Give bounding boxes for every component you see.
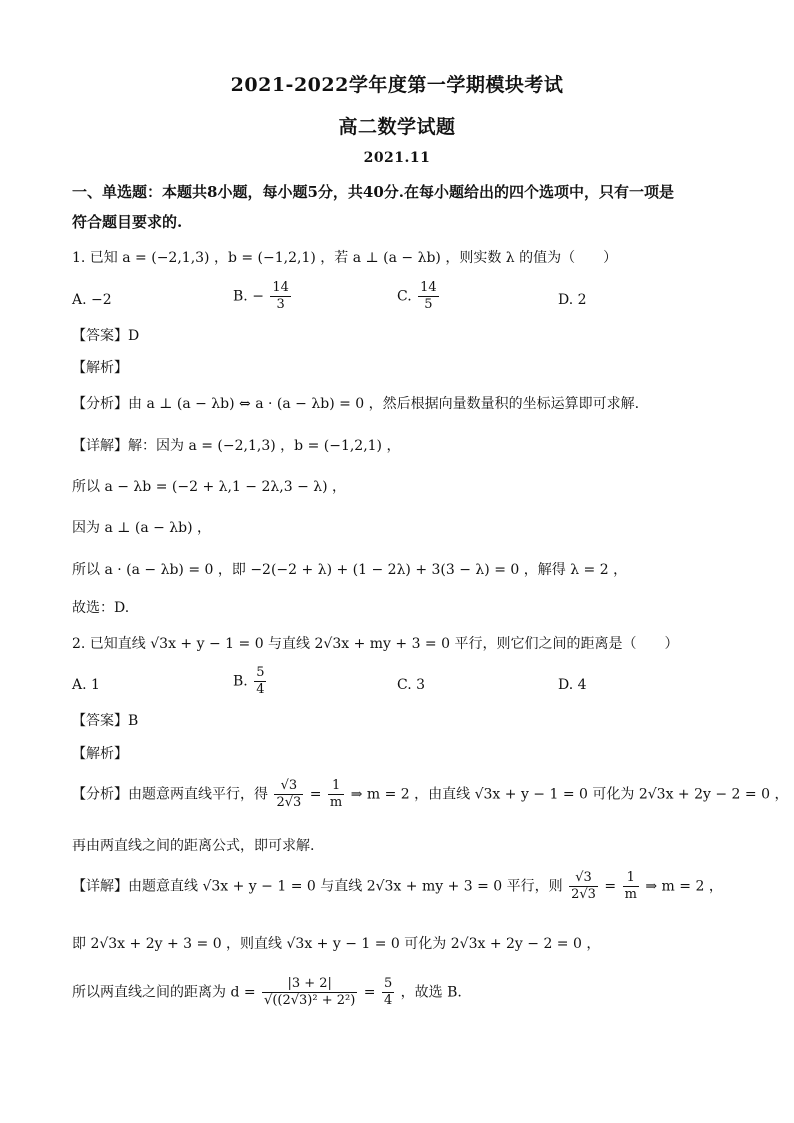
q1-analysis-label: 【解析】 bbox=[72, 360, 128, 376]
q2-detail-line3 bbox=[72, 976, 462, 1009]
q1-detail-line2: 所以 a − λb = (−2 + λ,1 − 2λ,3 − λ) ， bbox=[72, 479, 347, 495]
section-heading-line1: 一、单选题：本题共8小题，每小题5分，共40分.在每小题给出的四个选项中，只有一项是 bbox=[72, 183, 674, 201]
q2-detail1-eq: = bbox=[604, 878, 617, 895]
q1-detail-line5: 故选：D. bbox=[72, 600, 130, 616]
q2-detail1-fraction2 bbox=[623, 870, 639, 903]
q1-option-d: D. 2 bbox=[558, 292, 587, 308]
q2-detail3-pre: 所以两直线之间的距离为 d = bbox=[72, 984, 256, 1001]
q1-option-c-denominator: 5 bbox=[424, 297, 433, 312]
q1-answer: 【答案】D bbox=[72, 328, 140, 344]
q2-detail3-fraction2-num: 5 bbox=[383, 976, 393, 991]
q2-detail3-fraction1-den: √((2√3)² + 2²) bbox=[264, 993, 356, 1008]
q2-option-a: A. 1 bbox=[72, 677, 100, 693]
q1-detail-line3: 因为 a ⊥ (a − λb) ， bbox=[72, 520, 212, 536]
q1-option-c-prefix: C. bbox=[397, 288, 412, 305]
q2-detail-line2: 即 2√3x + 2y + 3 = 0 ，则直线 √3x + y − 1 = 0 可化为 2√3x + 2y − 2 = 0 ， bbox=[72, 936, 601, 952]
q1-option-a: A. −2 bbox=[72, 292, 112, 308]
q1-option-b-numerator: 14 bbox=[272, 280, 289, 295]
q1-option-b-fraction bbox=[270, 280, 291, 313]
document-title: 2021-2022学年度第一学期模块考试 bbox=[230, 74, 564, 96]
q2-detail1-fraction1-den: 2√3 bbox=[571, 887, 596, 902]
q2-detail3-eq: = bbox=[363, 984, 376, 1001]
q2-detail3-fraction2-den: 4 bbox=[383, 993, 393, 1008]
q1-stem: 1. 已知 a = (−2,1,3) ，b = (−1,2,1) ，若 a ⊥ (a − λb) ，则实数 λ 的值为（ ） bbox=[72, 250, 618, 266]
q2-fenxi-pre: 【分析】由题意两直线平行，得 bbox=[72, 786, 268, 803]
q2-fenxi-eq: = bbox=[309, 786, 322, 803]
q2-detail3-post: ，故选 B. bbox=[400, 984, 462, 1001]
q2-detail3-fraction1 bbox=[262, 976, 357, 1009]
q2-option-b-denominator: 4 bbox=[256, 682, 265, 697]
q2-option-b-fraction bbox=[254, 665, 266, 698]
q2-fenxi-fraction1-den: 2√3 bbox=[276, 795, 302, 810]
q2-option-b-prefix: B. bbox=[233, 673, 248, 690]
q2-answer: 【答案】B bbox=[72, 713, 139, 729]
q2-option-d: D. 4 bbox=[558, 677, 587, 693]
q2-detail1-fraction1 bbox=[569, 870, 598, 903]
q2-detail-line1 bbox=[72, 870, 723, 903]
q2-detail1-post: ⇒ m = 2 ， bbox=[645, 878, 723, 895]
q2-fenxi-fraction2 bbox=[328, 778, 344, 811]
q2-fenxi bbox=[72, 778, 788, 811]
q2-fenxi-fraction1 bbox=[274, 778, 303, 811]
q2-fenxi-line2: 再由两直线之间的距离公式，即可求解. bbox=[72, 838, 315, 854]
q2-detail3-fraction1-num: |3 + 2| bbox=[262, 976, 357, 993]
q1-option-b-denominator: 3 bbox=[276, 297, 285, 312]
q2-detail1-fraction2-den: m bbox=[624, 887, 637, 902]
q1-option-c-numerator: 14 bbox=[420, 280, 437, 295]
q1-option-b-prefix: B. − bbox=[233, 288, 264, 305]
q1-option-c bbox=[397, 280, 441, 313]
q2-fenxi-fraction2-num: 1 bbox=[328, 778, 344, 795]
q2-detail1-pre: 【详解】由题意直线 √3x + y − 1 = 0 与直线 2√3x + my + 3 = 0 平行，则 bbox=[72, 878, 563, 895]
q1-detail-line1: 【详解】解：因为 a = (−2,1,3) ，b = (−1,2,1) ， bbox=[72, 438, 401, 454]
q1-detail-line4: 所以 a · (a − λb) = 0 ，即 −2(−2 + λ) + (1 − 2λ) + 3(3 − λ) = 0 ，解得 λ = 2 ， bbox=[72, 562, 628, 578]
q2-fenxi-fraction1-num: √3 bbox=[274, 778, 303, 795]
q1-fenxi: 【分析】由 a ⊥ (a − λb) ⇔ a · (a − λb) = 0 ，然后根据向量数量积的坐标运算即可求解. bbox=[72, 396, 640, 412]
q2-option-b bbox=[233, 665, 268, 698]
q2-detail3-fraction2 bbox=[382, 976, 394, 1009]
q2-fenxi-fraction2-den: m bbox=[329, 795, 343, 810]
q1-option-b bbox=[233, 280, 293, 313]
q2-detail1-fraction1-num: √3 bbox=[569, 870, 598, 887]
document-date: 2021.11 bbox=[363, 150, 431, 166]
q2-option-b-numerator: 5 bbox=[256, 665, 265, 680]
q2-detail1-fraction2-num: 1 bbox=[623, 870, 639, 887]
q1-option-c-fraction bbox=[418, 280, 439, 313]
section-heading-line2: 符合题目要求的. bbox=[72, 213, 183, 231]
q2-analysis-label: 【解析】 bbox=[72, 746, 128, 762]
q2-stem: 2. 已知直线 √3x + y − 1 = 0 与直线 2√3x + my + 3 = 0 平行，则它们之间的距离是（ ） bbox=[72, 636, 679, 652]
document-subtitle: 高二数学试题 bbox=[338, 116, 456, 138]
q2-option-c: C. 3 bbox=[397, 677, 426, 693]
q2-fenxi-post: ⇒ m = 2 ，由直线 √3x + y − 1 = 0 可化为 2√3x + 2y − 2 = 0 ， bbox=[350, 786, 789, 803]
